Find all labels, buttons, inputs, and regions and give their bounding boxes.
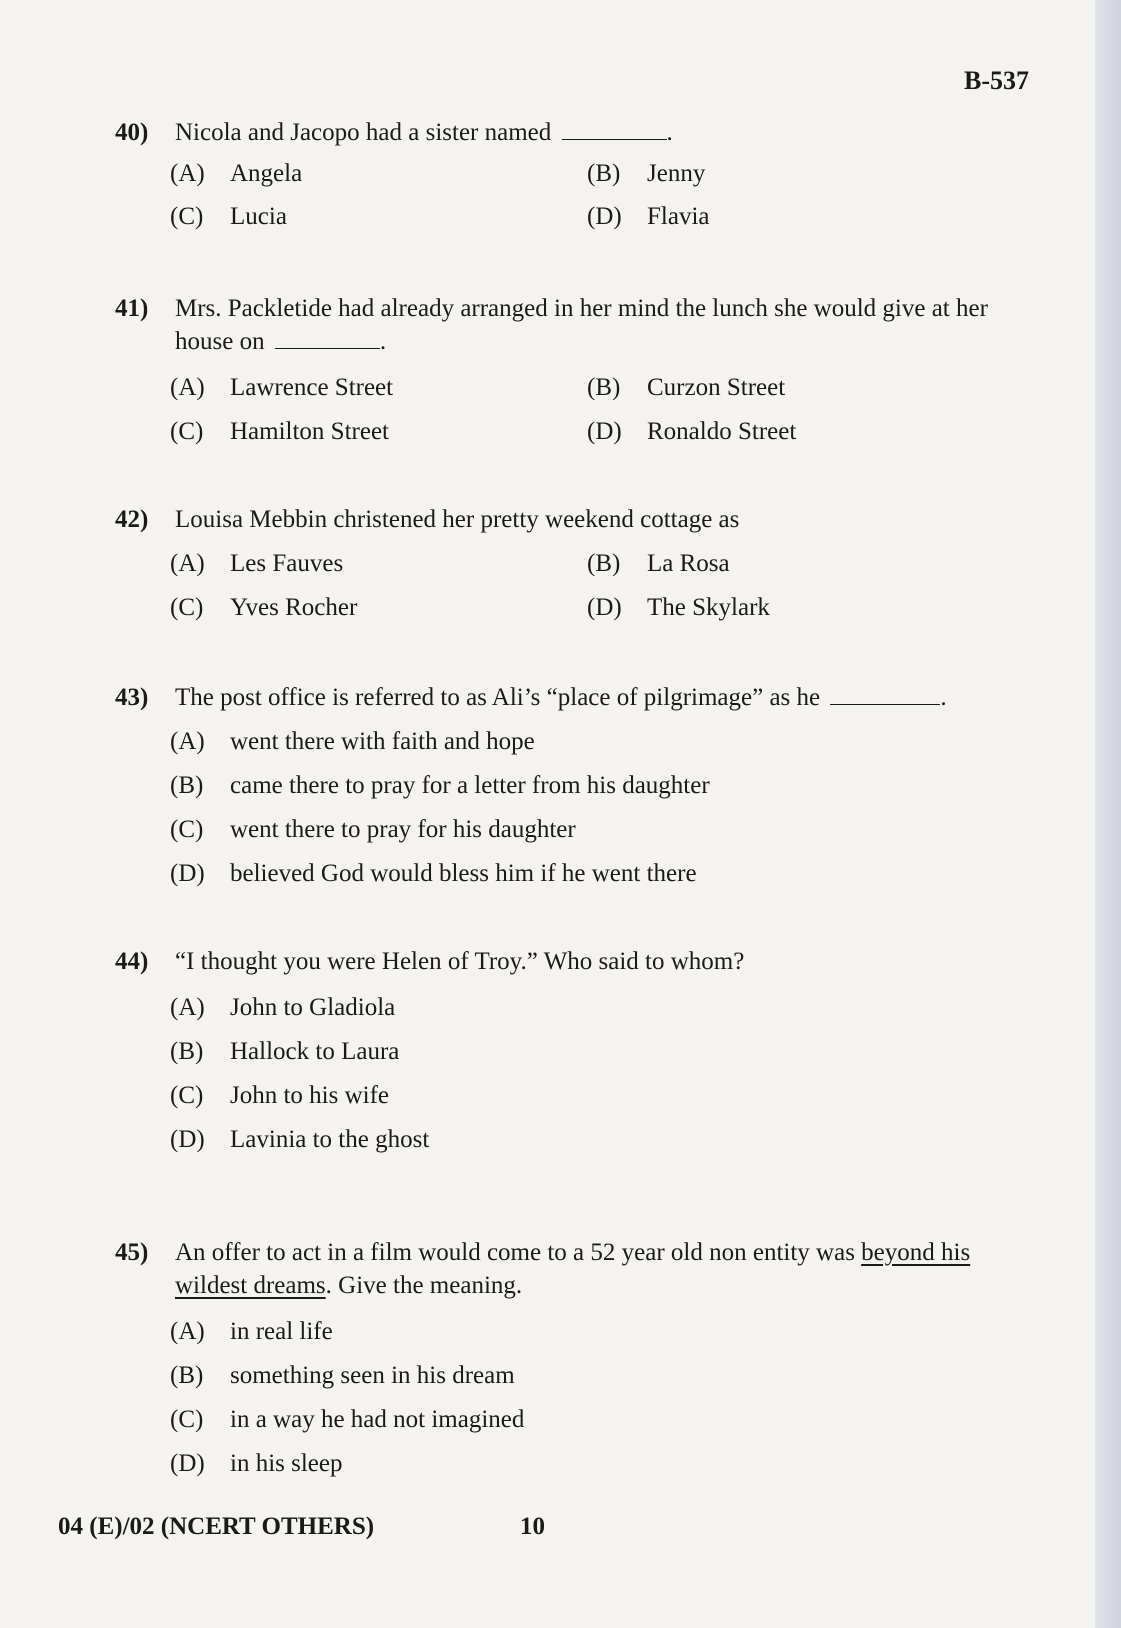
- option[interactable]: (D) Flavia: [587, 203, 710, 230]
- page-number: 10: [520, 1513, 545, 1540]
- question-number: 43): [115, 684, 149, 711]
- footer-code: 04 (E)/02 (NCERT OTHERS): [58, 1513, 375, 1540]
- option[interactable]: (B) came there to pray for a letter from his daughter: [170, 772, 710, 799]
- question-number: 40): [115, 119, 149, 146]
- option[interactable]: (D) The Skylark: [587, 594, 770, 621]
- question-text: Louisa Mebbin christened her pretty weekend cottage as: [175, 506, 740, 533]
- question-41: 41) Mrs. Packletide had already arranged in her mind the lunch she would give at her house on .: [115, 292, 1035, 358]
- question-text: “I thought you were Helen of Troy.” Who said to whom?: [175, 948, 745, 975]
- question-number: 41): [115, 295, 149, 322]
- option[interactable]: (B) La Rosa: [587, 550, 730, 577]
- option[interactable]: (D) Lavinia to the ghost: [170, 1126, 430, 1153]
- option[interactable]: (C) Hamilton Street: [170, 418, 389, 445]
- question-42: [115, 503, 1035, 536]
- option[interactable]: (A) Angela: [170, 160, 303, 187]
- question-text: Mrs. Packletide had already arranged in her mind the lunch she would give at her: [175, 295, 988, 322]
- option[interactable]: (A) John to Gladiola: [170, 994, 396, 1021]
- question-number: 45): [115, 1239, 149, 1266]
- option[interactable]: (A) went there with faith and hope: [170, 728, 535, 755]
- answer-blank: [562, 117, 667, 140]
- option[interactable]: (A) Lawrence Street: [170, 374, 394, 401]
- option[interactable]: (C) went there to pray for his daughter: [170, 816, 576, 843]
- question-43: 43) The post office is referred to as Ali’s “place of pilgrimage” as he .: [115, 681, 1035, 714]
- option[interactable]: (B) something seen in his dream: [170, 1362, 515, 1389]
- paper-code: B-537: [964, 66, 1029, 95]
- answer-blank: [830, 682, 940, 705]
- option[interactable]: (B) Curzon Street: [587, 374, 786, 401]
- question-text: Nicola and Jacopo had a sister named: [175, 119, 552, 146]
- answer-blank: [275, 326, 380, 349]
- question-45: 45) An offer to act in a film would come to a 52 year old non entity was beyond his wildest dreams. Give the meaning.: [115, 1236, 1035, 1302]
- option[interactable]: (C) in a way he had not imagined: [170, 1406, 525, 1433]
- option[interactable]: (C) John to his wife: [170, 1082, 390, 1109]
- option[interactable]: (D) in his sleep: [170, 1450, 343, 1477]
- question-number: 42): [115, 506, 149, 533]
- option[interactable]: (A) Les Fauves: [170, 550, 344, 577]
- question-text: The post office is referred to as Ali’s “place of pilgrimage” as he: [175, 684, 821, 711]
- page-edge: [1095, 0, 1121, 1628]
- question-text: An offer to act in a film would come to a 52 year old non entity was: [175, 1239, 862, 1266]
- option[interactable]: (D) Ronaldo Street: [587, 418, 797, 445]
- question-number: 44): [115, 948, 149, 975]
- question-44: [115, 945, 1035, 978]
- option[interactable]: (B) Hallock to Laura: [170, 1038, 400, 1065]
- option[interactable]: (C) Yves Rocher: [170, 594, 358, 621]
- option[interactable]: (B) Jenny: [587, 160, 706, 187]
- option[interactable]: (D) believed God would bless him if he went there: [170, 860, 697, 887]
- option[interactable]: (C) Lucia: [170, 203, 287, 230]
- question-40: 40) Nicola and Jacopo had a sister named .: [115, 116, 1035, 149]
- option[interactable]: (A) in real life: [170, 1318, 333, 1345]
